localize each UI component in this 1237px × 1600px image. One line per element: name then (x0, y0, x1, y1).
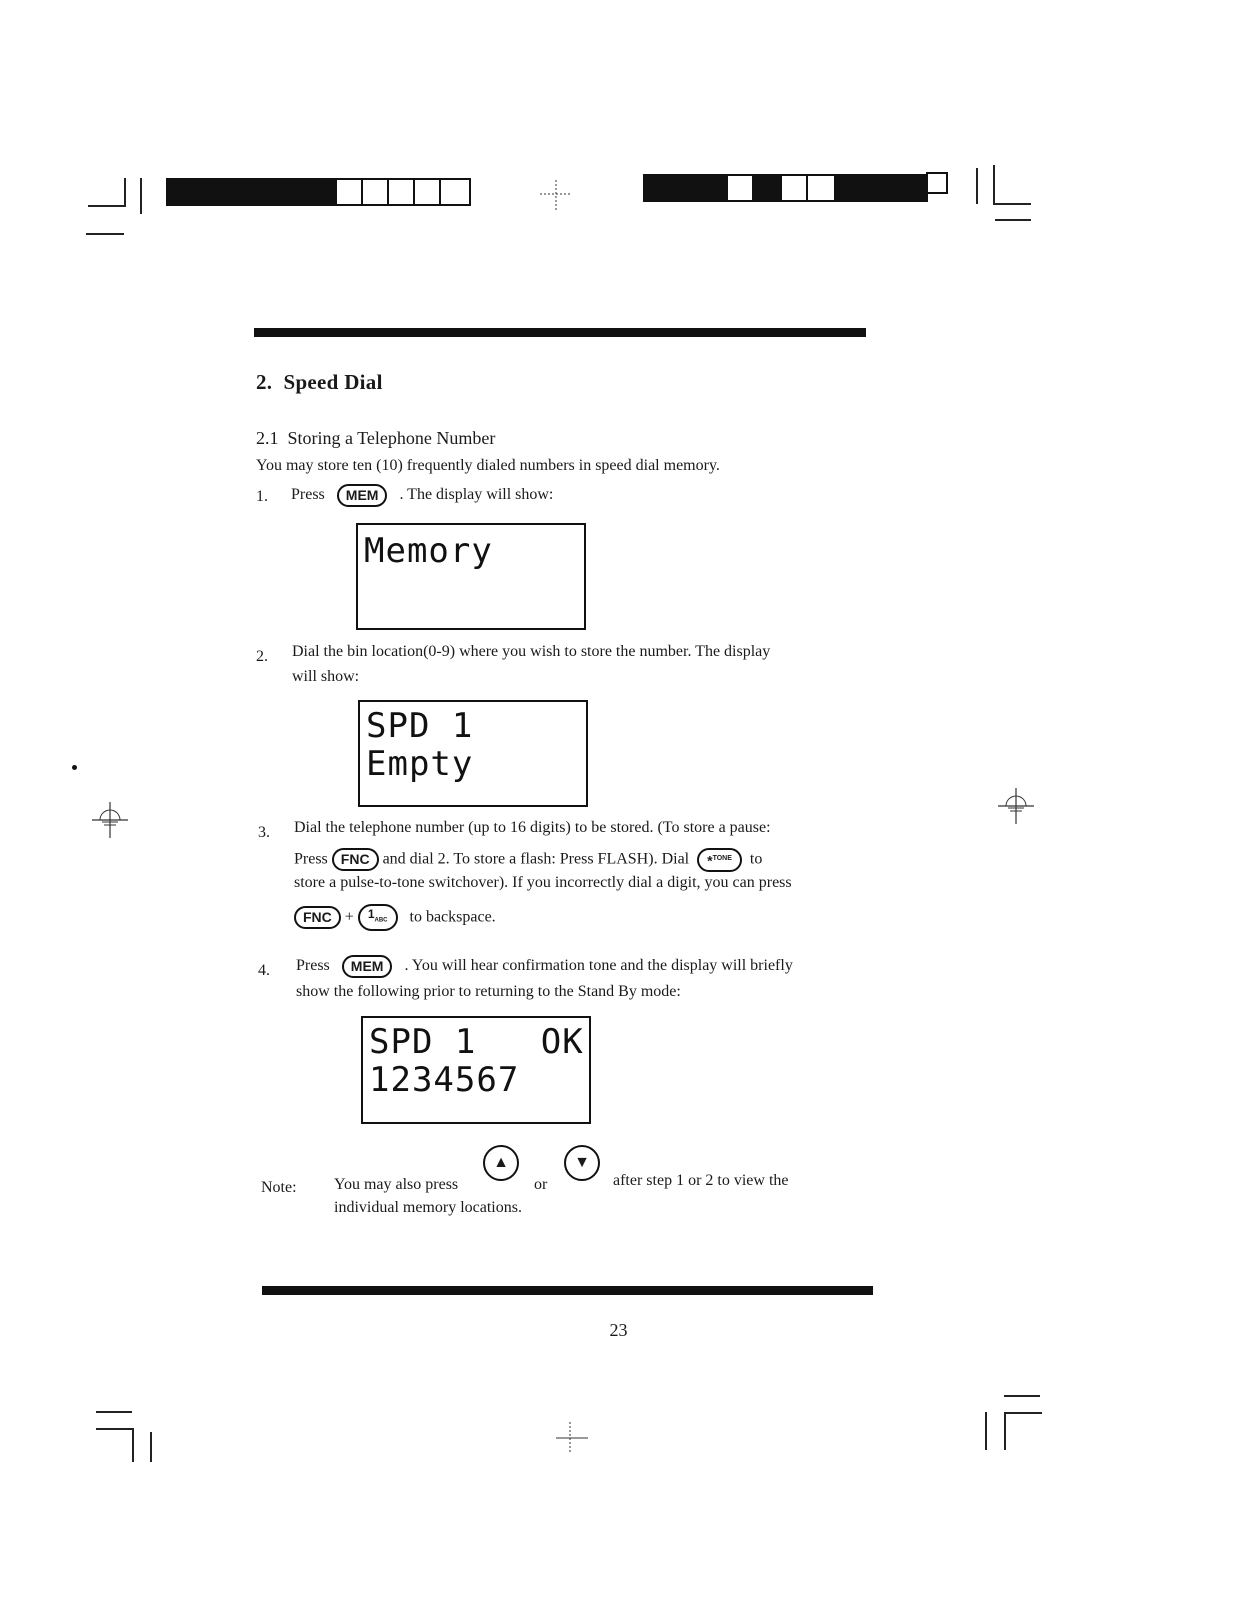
lcd-display-memory (356, 523, 586, 630)
down-arrow-key-icon: ▼ (564, 1145, 600, 1181)
note-text-line-2: individual memory locations. (334, 1199, 522, 1216)
top-rule (254, 328, 866, 337)
page-number: 23 (609, 1320, 628, 1340)
one-key-icon: $1_{ABC}$ (358, 904, 398, 931)
note-text-post: after step 1 or 2 to view the (613, 1172, 789, 1189)
step-3-line-1: Dial the telephone number (up to 16 digits) to be stored. (To store a pause: (294, 819, 771, 836)
lcd-line-1: SPD 1 (366, 706, 474, 746)
lcd-line-2: Empty (366, 744, 474, 784)
subsection-heading: 2.1 Storing a Telephone Number (256, 428, 496, 448)
step-2-line-1: Dial the bin location(0-9) where you wish to store the number. The display (292, 643, 771, 660)
registration-mark-top-center (536, 176, 576, 216)
step-2-number: 2. (256, 648, 268, 665)
registration-mark-bottom-center (552, 1418, 592, 1458)
lcd-display-spd-ok (361, 1016, 591, 1124)
step-1-number: 1. (256, 488, 268, 505)
step-4-line-1: Press MEM . You will hear confirmation tone and the display will briefly (296, 955, 793, 978)
step-4-number: 4. (258, 962, 270, 979)
mem-key-icon: MEM (337, 484, 388, 507)
registration-mark-right (996, 786, 1036, 826)
lcd-line-2: 1234567 (369, 1060, 520, 1100)
fnc-key-icon: FNC (294, 906, 341, 929)
step-2-line-2: will show: (292, 668, 360, 685)
lcd-line-1: SPD 1 OK (369, 1022, 584, 1062)
fnc-key-icon: FNC (332, 848, 379, 871)
section-heading: 2. Speed Dial (256, 370, 383, 394)
registration-mark-left (90, 800, 130, 840)
step-3-line-4: FNC + $1_{ABC}$ to backspace. (294, 904, 496, 931)
note-text-or: or (534, 1176, 548, 1193)
step-3-line-3: store a pulse-to-tone switchover). If you incorrectly dial a digit, you can press (294, 874, 792, 891)
intro-text: You may store ten (10) frequently dialed numbers in speed dial memory. (256, 457, 720, 474)
lcd-display-spd-empty (358, 700, 588, 807)
lcd-line-1: Memory (364, 531, 493, 571)
star-tone-key-icon: *$^{TONE}$ (697, 848, 742, 872)
bottom-rule (262, 1286, 873, 1295)
step-1-text: Press MEM . The display will show: (291, 484, 553, 507)
note-label: Note: (261, 1179, 297, 1196)
step-4-line-2: show the following prior to returning to the Stand By mode: (296, 983, 681, 1000)
up-arrow-key-icon: ▲ (483, 1145, 519, 1181)
step-3-line-2: Press FNC and dial 2. To store a flash: Press FLASH). Dial *$^{TONE}$ to (294, 848, 762, 872)
speck (72, 765, 77, 770)
mem-key-icon: MEM (342, 955, 393, 978)
step-3-number: 3. (258, 824, 270, 841)
note-text-pre: You may also press (334, 1176, 459, 1193)
